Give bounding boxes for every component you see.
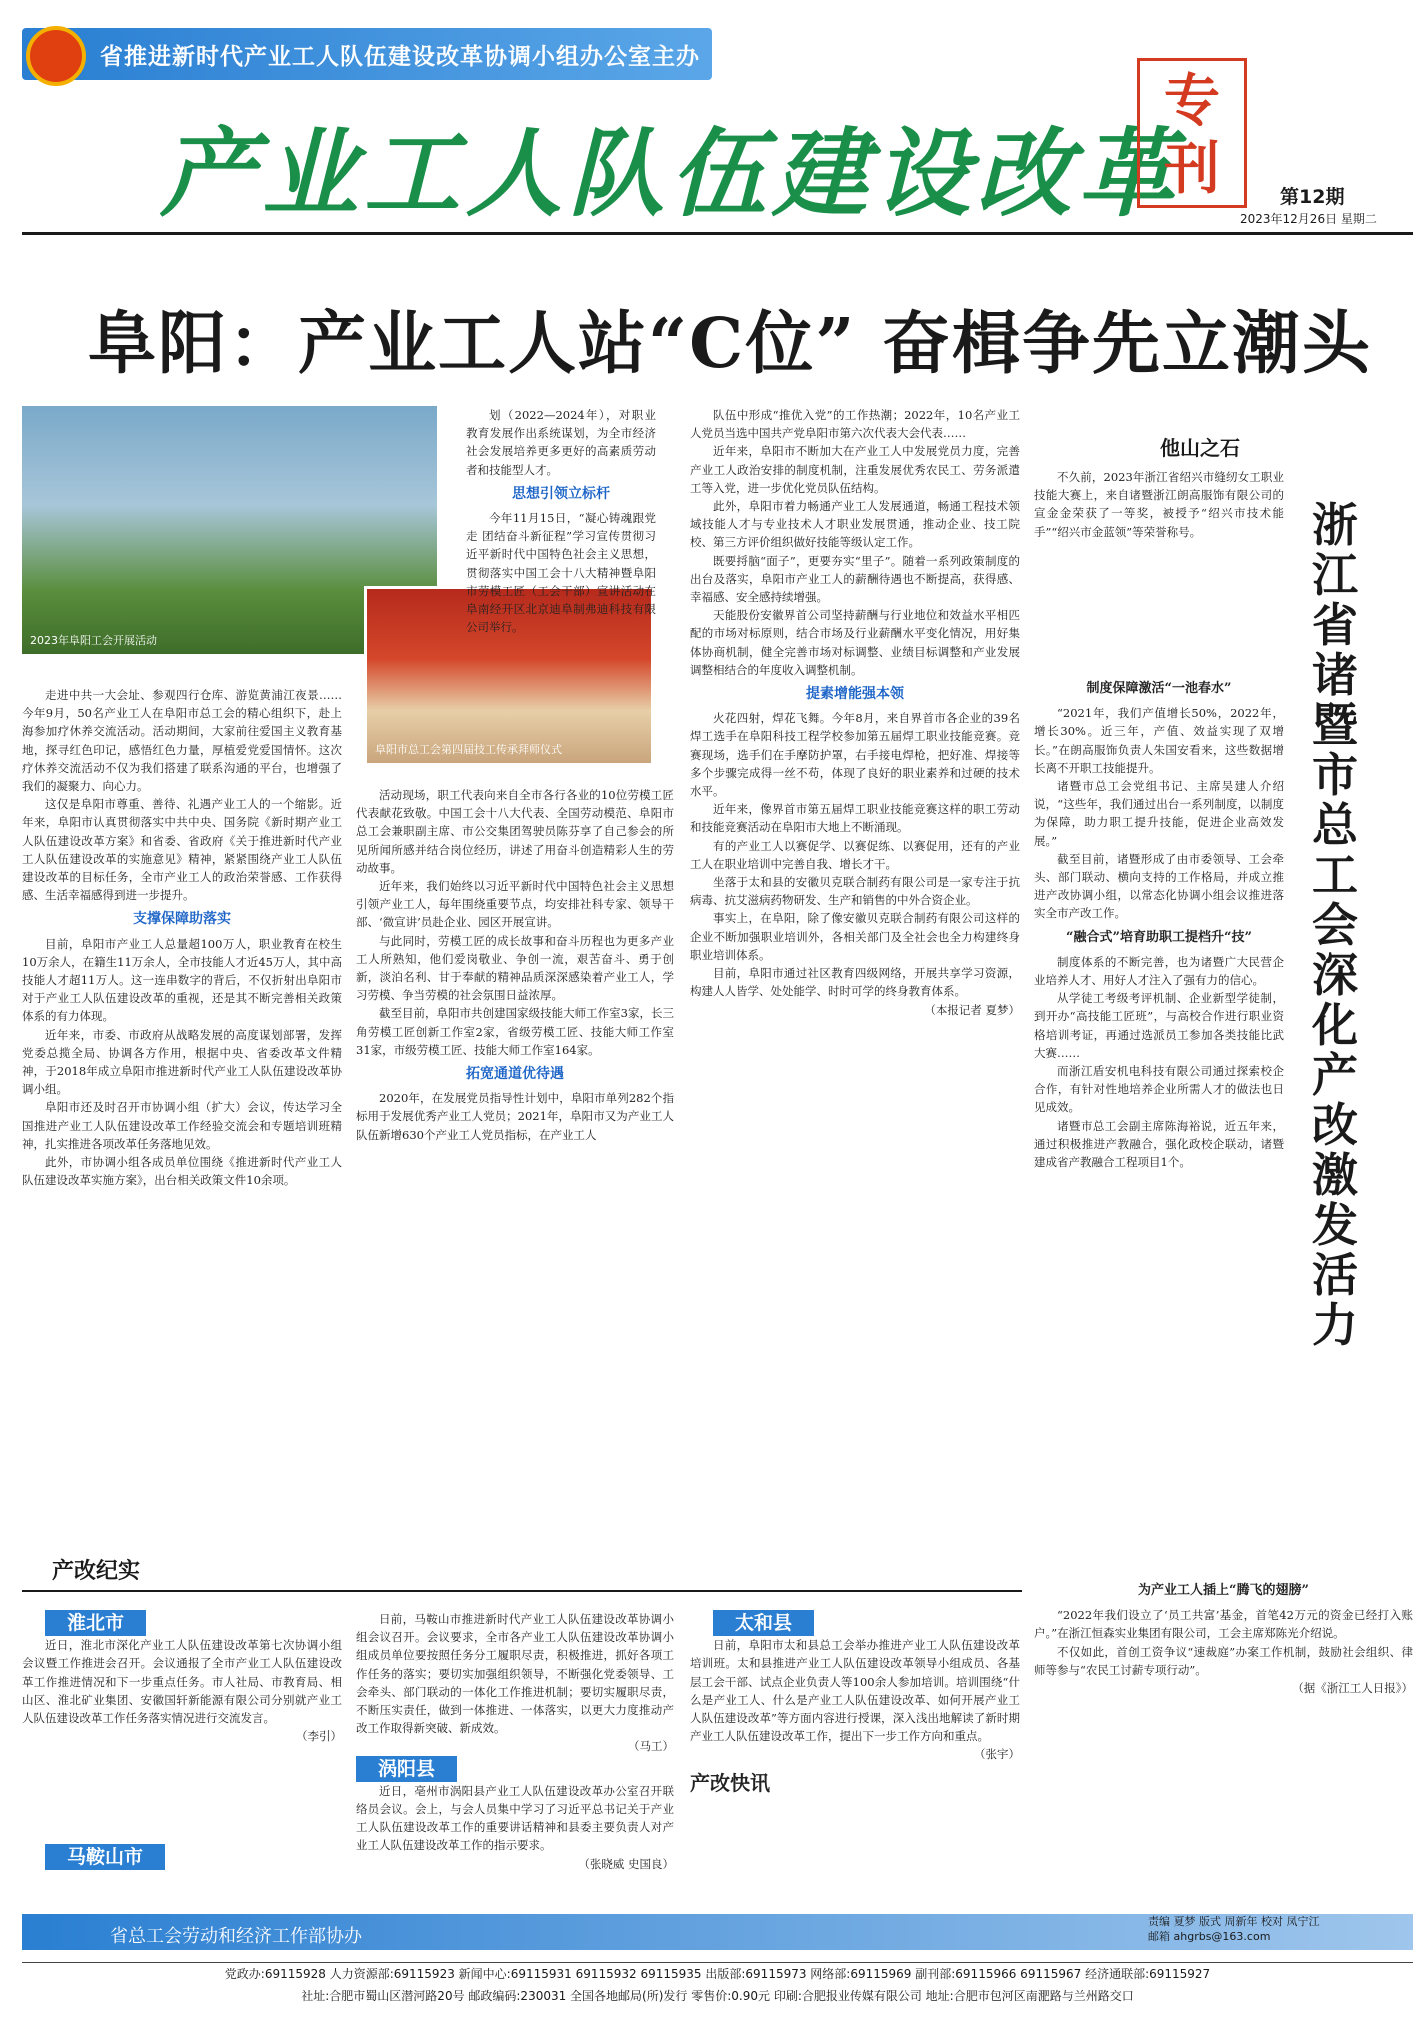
jishi-tag: 产改纪实 <box>52 1558 141 1584</box>
sidebar-title: 浙江省诸暨市总工会深化产改激发活力 <box>1312 498 1358 1352</box>
article-column-3: 队伍中形成“推优入党”的工作热潮；2022年，10名产业工人党员当选中国共产党阜阳市第六次代表大会代表…… 近年来，阜阳市不断加大在产业工人中发展党员力度，完善产业工人政治安排的制度机制，注重发展优秀农民工、劳务派遣工等入党，进一步优化党员队伍结构。 此外，阜阳市着力畅通产业工人发展通道，畅通工程技术领域技能人才与专业技术人才职业发展贯通，推动企业、技工院校、第三方评价组织做好技能等级认定工作。 既要捋脑“面子”，更要夯实“里子”。随着一系列政策制度的出台及落实，阜阳市产业工人的薪酬待遇也不断提高，获得感、幸福感、安全感持续增强。 天能股份安徽界首公司坚持薪酬与行业地位和效益水平相匹配的市场对标原则，结合市场及行业薪酬水平变化情况，用好集体协商机制，健全完善市场对标调整、业绩目标调整和产业发展调整相结合的年度收入调整机制。 提素增能强本领 火花四射，焊花飞舞。今年8月，来自界首市各企业的39名焊工选手在阜阳科技工程学校参加第五届焊工职业技能竞赛。竞赛现场，选手们在手摩防护罩，右手接电焊枪，把好准、焊接等多个步骤完成得一丝不苟，体现了良好的职业素养和过硬的技术水平。 近年来，像界首市第五届焊工职业技能竞赛这样的职工劳动和技能竞赛活动在阜阳市大地上不断涌现。 有的产业工人以赛促学、以赛促练、以赛促用，还有的产业工人在职业培训中完善自我、增长才干。 坐落于太和县的安徽贝克联合制药有限公司是一家专注于抗病毒、抗艾滋病药物研发、生产和销售的中外合资企业。 事实上，在阜阳，除了像安徽贝克联合制药有限公司这样的企业不断加强职业培训外，各相关部门及全社会也全力构建终身职业培训体系。 目前，阜阳市通过社区教育四级网络，开展共享学习资源，构建人人皆学、处处能学、时时可学的终身教育体系。 （本报记者 夏梦） <box>690 406 1020 1582</box>
sidebar-body-2: 为产业工人插上“腾飞的翅膀” “2022年我们设立了‘员工共富’基金，首笔42万元的资金已经打入账户。”在浙江恒森实业集团有限公司，工会主席郑陈光介绍说。 不仅如此，首创工资争议“速裁庭”办案工作机制，鼓励社会组织、律师等参与“农民工讨薪专项行动”。 （据《浙江工人日报》） <box>1034 1583 1413 1696</box>
contact-info: 党政办:69115928 人力资源部:69115923 新闻中心:69115931 69115932 69115935 出版部:69115973 网络部:69115969 副刊部:69115966 69115967 经济通联部:69115927 社址:合肥市蜀山区潜河路20号 邮政编码:230031 全国各地邮局(所)发行 零售价:0.90元 印刷:合肥报业传媒有限公司 地址:合肥市包河区南淝路与兰州路交口 <box>22 1962 1413 2007</box>
sidebar-body: 制度保障激活“一池春水” “2021年，我们产值增长50%，2022年，增长30%。近三年，产值、效益实现了双增长。”在朗高服饰负责人朱国安看来，这些数据增长离不开职工技能提升。 诸暨市总工会党组书记、主席吴建人介绍说，“这些年，我们通过出台一系列制度，以制度为保障，助力职工提升技能，促进企业高效发展。” 截至目前，诸暨形成了由市委领导、工会牵头、部门联动、横向支持的工作格局，并成立推进产改协调小组，以常态化协调小组会议推进落实全市产改工作。 “融合式”培育助职工提档升“技” 制度体系的不断完善，也为诸暨广大民营企业培养人才、用好人才注入了强有力的信心。 从学徒工考级考评机制、企业新型学徒制，到开办“高技能工匠班”，与高校合作进行职业资格培训考证，再通过选派员工参加各类技能比武大赛…… 而浙江盾安机电科技有限公司通过探索校企合作，有针对性地培养企业所需人才的做法也日见成效。 诸暨市总工会副主席陈海裕说，近五年来，通过积极推进产教融合，强化政校企联动，诸暨建成省产教融合工程项目1个。 <box>1034 681 1284 1170</box>
footer-sponsor: 省总工会劳动和经济工作部协办 <box>110 1926 362 1947</box>
section-heading: 思想引领立标杆 <box>512 485 610 502</box>
header-rule <box>22 232 1413 235</box>
special-issue-badge: 专刊 <box>1137 58 1247 208</box>
photo-caption: 阜阳市总工会第四届技工传承拜师仪式 <box>375 743 562 756</box>
section-heading: 拓宽通道优待遇 <box>466 1066 564 1083</box>
article-column-2-top: 划（2022—2024年），对职业教育发展作出系统谋划，为全市经济社会发展培养更多更好的高素质劳动者和技能型人才。 思想引领立标杆 今年11月15日，“凝心铸魂跟党走 团结奋斗新征程”学习宣传贯彻习近平新时代中国特色社会主义思想，贯彻落实中国工会十八大精神暨阜阳市劳模工匠（工会干部）宣讲活动在阜南经开区北京迪阜制弗迪科技有限公司举行。 <box>466 408 656 635</box>
section-heading: 提素增能强本领 <box>806 686 904 703</box>
byline: （本报记者 夏梦） <box>924 1002 1020 1017</box>
sidebar-intro: 不久前，2023年浙江省绍兴市缝纫女工职业技能大赛上，来自诸暨浙江朗高服饰有限公司的宣金金荣获了一等奖，被授予“绍兴市技术能手”“绍兴市金蓝领”等荣誉称号。 <box>1034 470 1284 539</box>
headline: 阜阳：产业工人站“C位” 奋楫争先立潮头 <box>88 304 1373 384</box>
region-taihe: 太和县 日前，阜阳市太和县总工会举办推进产业工人队伍建设改革培训班。太和县推进产业工人队伍建设改革领导小组成员、各基层工会干部、试点企业负责人等100余人参加培训。培训围绕“什么是产业工人、什么是产业工人队伍建设改革、如何开展产业工人队伍建设改革”等方面内容进行授课，深入浅出地解读了新时期产业工人队伍建设改革工作，提出下一步工作方向和重点。 （张宇） 产改快讯 <box>690 1612 1020 1795</box>
issue-date: 2023年12月26日 星期二 <box>1240 212 1377 226</box>
editors: 责编 夏梦 版式 周新年 校对 凤宁江 邮箱 ahgrbs@163.com <box>1148 1915 1320 1943</box>
photo-caption: 2023年阜阳工会开展活动 <box>30 634 157 647</box>
region-huaibei: 淮北市 近日，淮北市深化产业工人队伍建设改革第七次协调小组会议暨工作推进会召开。会议通报了全市产业工人队伍建设改革工作推进情况和下一步重点任务。市人社局、市教育局、相山区、淮北矿业集团、安徽国轩新能源有限公司分别就产业工人队伍建设改革工作任务落实情况进行交流发言。 （李引） <box>22 1612 342 1744</box>
masthead-title: 产业工人队伍建设改革 <box>160 117 1180 230</box>
issue-number: 第12期 <box>1280 186 1345 208</box>
article-column-2: 活动现场，职工代表向来自全市各行各业的10位劳模工匠代表献花致敬。中国工会十八大代表、全国劳动模范、阜阳市总工会兼职副主席、市公交集团驾驶员陈芬享了自己参会的所见所闻所感并结合岗位经历，讲述了用奋斗创造精彩人生的劳动故事。 近年来，我们始终以习近平新时代中国特色社会主义思想引领产业工人，每年围绕重要节点，均安排社科专家、领导干部、‘微宣讲’员赴企业、园区开展宣讲。 与此同时，劳模工匠的成长故事和奋斗历程也为更多产业工人所熟知，他们爱岗敬业、争创一流，艰苦奋斗、勇于创新，淡泊名利、甘于奉献的精神品质深深感染着产业工人，学习劳模、争当劳模的社会氛围日益浓厚。 截至目前，阜阳市共创建国家级技能大师工作室3家，长三角劳模工匠创新工作室2家，省级劳模工匠、技能大师工作室31家，市级劳模工匠、技能大师工作室164家。 拓宽通道优待遇 2020年，在发展党员指导性计划中，阜阳市单列282个指标用于发展优秀产业工人党员；2021年，阜阳市又为产业工人队伍新增630个产业工人党员指标，在产业工人 <box>356 788 674 1142</box>
union-logo <box>26 26 86 86</box>
section-heading: 支撑保障助落实 <box>133 911 231 928</box>
section-rule <box>22 1590 1022 1592</box>
region-maanshan-head: 马鞍山市 <box>22 1844 342 1904</box>
column-tag: 他山之石 <box>1160 436 1240 460</box>
header-subtitle: 省推进新时代产业工人队伍建设改革协调小组办公室主办 <box>100 44 700 70</box>
article-column-1: 走进中共一大会址、参观四行仓库、游览黄浦江夜景……今年9月，50名产业工人在阜阳市总工会的精心组织下，赴上海参加疗休养交流活动。活动期间，大家前往爱国主义教育基地，探寻红色印记，感悟红色力量，厚植爱党爱国情怀。这次疗休养交流活动不仅为我们搭建了联系沟通的平台，也增强了我们的凝聚力、向心力。 这仅是阜阳市尊重、善待、礼遇产业工人的一个缩影。近年来，阜阳市认真贯彻落实中共中央、国务院《新时期产业工人队伍建设改革方案》和省委、省政府《关于推进新时代产业工人队伍建设改革的实施意见》精神，紧紧围绕产业工人队伍建设改革的目标任务，全市产业工人的政治荣誉感、工作获得感、生活幸福感得到进一步提升。 支撑保障助落实 目前，阜阳市产业工人总量超100万人，职业教育在校生10万余人，在籍生11万余人，全市技能人才近45万人，其中高技能人才超11万人。这一连串数字的背后，不仅折射出阜阳市对于产业工人队伍建设改革的重视，还是其不断完善相关政策体系的有力体现。 近年来，市委、市政府从战略发展的高度谋划部署，发挥党委总揽全局、协调各方作用，根据中央、省委改革文件精神，于2018年成立阜阳市推进新时代产业工人队伍建设改革协调小组。 阜阳市还及时召开市协调小组（扩大）会议，传达学习全国推进产业工人队伍建设改革工作经验交流会和专题培训班精神，扎实推进各项改革任务落地见效。 此外，市协调小组各成员单位围绕《推进新时代产业工人队伍建设改革实施方案》，出台相关政策文件10余项。 <box>22 688 342 1188</box>
region-maanshan: 日前，马鞍山市推进新时代产业工人队伍建设改革协调小组会议召开。会议要求，全市各产业工人队伍建设改革协调小组成员单位要按照任务分工履职尽责，积极推进，抓好各项工作任务的落实；要切实加强组织领导，不断强化党委领导、工会牵头、部门联动的一体化工作推进机制；要切实履职尽责，不断压实责任，做到一体推进、一体落实，以更大力度推动产改工作取得新突破、新成效。 （马工） 涡阳县 近日，亳州市涡阳县产业工人队伍建设改革办公室召开联络员会议。会上，与会人员集中学习了习近平总书记关于产业工人队伍建设改革工作的重要讲话精神和县委主要负责人对产业工人队伍建设改革工作的指示要求。 （张晓威 史国良） <box>356 1612 674 1871</box>
